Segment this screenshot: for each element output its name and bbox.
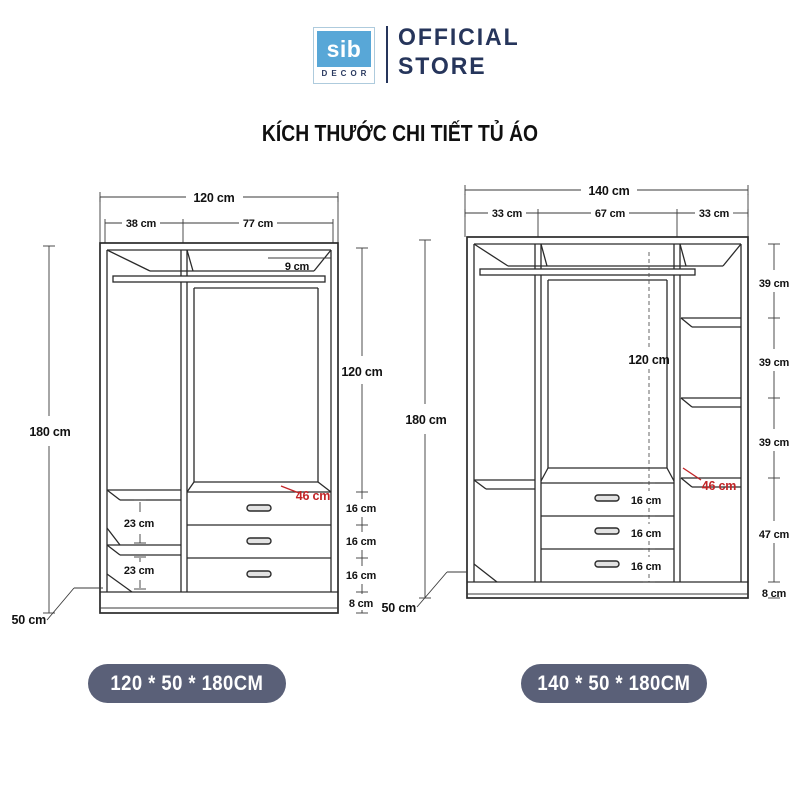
logo-subtext: DECOR [321,69,371,78]
large-cubby2-label: 39 cm [758,357,790,369]
small-hanging-height-label: 120 cm [341,365,383,379]
wardrobe-small-diagram [12,191,383,627]
large-drawer1-label: 16 cm [630,495,662,507]
large-cubby1-label: 39 cm [758,278,790,290]
small-right-dimension-stack [341,248,382,613]
small-drawer3-label: 16 cm [345,570,377,582]
large-drawer3-label: 16 cm [630,561,662,573]
large-drawer-depth-label: 46 cm [701,479,737,493]
small-column-dimensions [105,218,333,243]
drawer-handle [595,528,619,534]
large-plinth-label: 8 cm [761,588,787,600]
large-left-column-shelf [474,480,535,582]
drawer-handle [247,505,271,511]
large-right-column-label: 33 cm [698,208,730,220]
size-badge-large-text: 140 * 50 * 180CM [537,671,691,695]
size-badge-large [521,664,707,703]
small-drawer-depth-label: 46 cm [295,489,331,503]
small-drawer1-label: 16 cm [345,503,377,515]
drawer-handle [247,538,271,544]
size-badge-small-text: 120 * 50 * 180CM [110,671,264,695]
large-interior-dimensions [628,252,669,582]
large-cubby3-label: 39 cm [758,437,790,449]
store-label-line1: OFFICIAL [398,24,520,51]
small-drawers [187,492,331,577]
small-depth-dimension [12,588,103,627]
large-hanging-rod [480,269,695,275]
drawer-handle [595,561,619,567]
large-total-width-label: 140 cm [588,184,630,198]
small-drawer-depth-annotation [281,486,330,503]
drawer-handle [595,495,619,501]
page-title: KÍCH THƯỚC CHI TIẾT TỦ ÁO [261,120,539,146]
small-shelf-gap1-label: 23 cm [123,518,155,530]
large-cabinet-frame [467,237,748,598]
store-label-line2: STORE [398,53,487,80]
large-hanging-opening [541,280,674,481]
small-depth-label: 50 cm [11,613,46,627]
large-cubby-shelves [681,318,741,487]
size-badge-small [88,664,286,703]
small-hanging-rod [113,276,325,282]
large-depth-label: 50 cm [381,601,416,615]
small-hanging-opening [187,288,331,492]
large-height-label: 180 cm [405,413,447,427]
small-right-column-label: 77 cm [242,218,274,230]
small-plinth-label: 8 cm [348,598,374,610]
large-middle-column-label: 67 cm [594,208,626,220]
small-top-shelf-label: 9 cm [284,261,310,273]
large-column-dimensions [465,208,748,237]
small-shelf-gap2-label: 23 cm [123,565,155,577]
large-drawer2-label: 16 cm [630,528,662,540]
small-total-width-dimension [100,191,338,243]
logo-text: sib [326,35,362,62]
small-drawer2-label: 16 cm [345,536,377,548]
small-height-label: 180 cm [29,425,71,439]
large-height-dimension [405,240,446,598]
large-drawer-depth-annotation [683,468,736,493]
large-bottom-right-label: 47 cm [758,529,790,541]
wardrobe-large-diagram [382,184,790,615]
large-depth-dimension [382,572,467,615]
drawer-handle [247,571,271,577]
small-height-dimension [29,246,70,613]
small-total-width-label: 120 cm [193,191,235,205]
large-left-column-label: 33 cm [491,208,523,220]
large-hanging-height-label: 120 cm [628,353,670,367]
large-right-dimension-stack [759,244,790,600]
small-left-column-label: 38 cm [125,218,157,230]
